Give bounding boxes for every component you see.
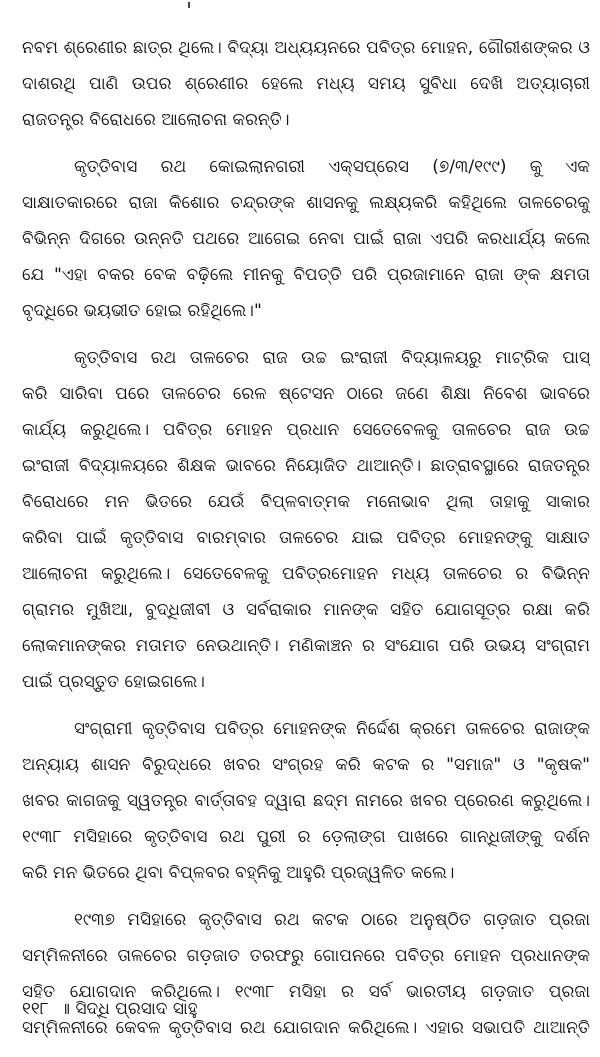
text-line: ସମ୍ମିଳନୀରେ ତାଳଚେର ଗଡ଼ଜାତ ତରଫରୁ ଗୋପନରେ ପବିତ୍ର ମୋହନ ପ୍ରଧାନଙ୍କ bbox=[22, 946, 590, 966]
text-line: କରିବା ପାଇଁ କୃତ୍ତିବାସ ବାରମ୍ବାର ତାଳଚେର ଯାଇ ପବିତ୍ର ମୋହନଙ୍କୁ ସାକ୍ଷାତ bbox=[22, 528, 590, 548]
text-line: ସହିତ ଯୋଗଦାନ କରିଥିଲେ। ୧୯୩୮ ମସିହା ର ସର୍ବ ଭାରତୀୟ ଗଡ଼ଜାତ ପ୍ରଜା bbox=[22, 982, 590, 1002]
text-line: ୧୯୩୮ ମସିହାରେ କୃତ୍ତିବାସ ରଥ ପୁରୀ ର ଡ଼େଲାଙ୍ଗ ପାଖରେ ଗାନ୍ଧିଜୀଙ୍କୁ ଦର୍ଶନ bbox=[22, 827, 590, 847]
text-line: କାର୍ଯ୍ୟ କରୁଥିଲେ। ପବିତ୍ର ମୋହନ ପ୍ରଧାନ ସେତେବେଳକୁ ତାଳଚେର ରାଜ ଉଚ୍ଚ bbox=[22, 420, 590, 440]
text-line: ସାକ୍ଷାତକାରରେ ରାଜା କିଶୋର ଚନ୍ଦ୍ରଙ୍କ ଶାସନକୁ ଲକ୍ଷ୍ୟକରି କହିଥିଲେ ତାଳଚେରକୁ bbox=[22, 193, 590, 213]
text-line: କରି ସାରିବା ପରେ ତାଳଚେର ରେଳ ଷ୍ଟେସନ ଠାରେ ଜଣେ ଶିକ୍ଷା ନିବେଶ ଭାବରେ bbox=[22, 384, 590, 404]
text-line: କୃତ୍ତିବାସ ରଥ କୋଇଲାନଗରୀ ଏକ୍ସପ୍ରେସ (୭/୩/୧୯୯) କୁ ଏକ bbox=[74, 157, 590, 177]
text-line: ସଂଗ୍ରାମୀ କୃତ୍ତିବାସ ପବିତ୍ର ମୋହନଙ୍କ ନିର୍ଦ୍ଦେଶ କ୍ରମେ ତାଳଚେର ରାଜାଙ୍କ bbox=[74, 719, 590, 739]
text-line: କୃତ୍ତିବାସ ରଥ ତାଳଚେର ରାଜ ଉଚ୍ଚ ଇଂରାଜୀ ବିଦ୍ୟାଳୟରୁ ମାଟ୍ରିକ ପାସ୍ bbox=[74, 348, 590, 368]
text-line: ଗ୍ରାମର ମୁଖିଆ, ବୁଦ୍ଧିଜୀବୀ ଓ ସର୍ବରାକାର ମାନଙ୍କ ସହିତ ଯୋଗସୂତ୍ର ରକ୍ଷା କରି bbox=[22, 600, 590, 620]
text-line: ବିରୋଧରେ ମନ ଭିତରେ ଯେଉଁ ବିପ୍ଳବାତ୍ମକ ମନୋଭାବ ଥିଲା ତାହାକୁ ସାକାର bbox=[22, 492, 590, 512]
page-footer bbox=[22, 994, 198, 1024]
text-line: କରି ମନ ଭିତରେ ଥିବା ବିପ୍ଳବର ବହ୍ନିକୁ ଆହୁରି ପ୍ରଜ୍ୱଳିତ କଲେ। bbox=[22, 863, 455, 883]
scan-mark bbox=[188, 2, 190, 8]
text-line: ବୃଦ୍ଧିରେ ଭୟଭୀତ ହୋଇ ରହିଥିଲେ।" bbox=[22, 301, 262, 321]
document-page bbox=[22, 30, 590, 1057]
text-line: ଯେ "ଏହା ବକର ବେକ ବଢ଼ିଲେ ମୀନକୁ ବିପତ୍ତି ପରି ପ୍ରଜାମାନେ ରାଜା ଙ୍କ କ୍ଷମତା bbox=[22, 265, 590, 285]
paragraph-3 bbox=[22, 340, 590, 700]
paragraph-5 bbox=[22, 902, 590, 1046]
text-line: ଦାଶରଥି ପାଣି ଉପର ଶ୍ରେଣୀର ହେଲେ ମଧ୍ୟ ସମୟ ସୁବିଧା ଦେଖି ଅତ୍ୟାଚାରୀ bbox=[22, 74, 590, 94]
text-line: ପାଇଁ ପ୍ରସ୍ତୁତ ହୋଇଗଲେ। bbox=[22, 672, 205, 692]
author-name: ସିଦ୍ଧି ପ୍ରସାଦ ସାହୁ bbox=[75, 999, 198, 1019]
paragraph-2 bbox=[22, 149, 590, 329]
text-line: ଅନ୍ୟାୟ ଶାସନ ବିରୁଦ୍ଧରେ ଖବର ସଂଗ୍ରହ କରି କଟକ ର "ସମାଜ" ଓ "କୃଷକ" bbox=[22, 755, 590, 775]
text-line: ୧୯୩୭ ମସିହାରେ କୃତ୍ତିବାସ ରଥ କଟକ ଠାରେ ଅନୁଷ୍ଠିତ ଗଡ଼ଜାତ ପ୍ରଜା bbox=[74, 910, 590, 930]
paragraph-1 bbox=[22, 30, 590, 138]
paragraph-4 bbox=[22, 711, 590, 891]
text-line: ବିଭିନ୍ନ ଦିଗରେ ଉନ୍ନତି ପଥରେ ଆଗେଇ ନେବା ପାଇଁ ରାଜା ଏପରି କରଧାର୍ଯ୍ୟ କଲେ bbox=[22, 229, 590, 249]
text-line: ସମ୍ମିଳନୀରେ କେବଳ କୃତ୍ତିବାସ ରଥ ଯୋଗଦାନ କରିଥିଲେ। ଏହାର ସଭାପତି ଥାଆନ୍ତି bbox=[22, 1018, 590, 1038]
text-line: ନବମ ଶ୍ରେଣୀର ଛାତ୍ର ଥିଲେ। ବିଦ୍ୟା ଅଧ୍ୟୟନରେ ପବିତ୍ର ମୋହନ, ଗୌରୀଶଙ୍କର ଓ bbox=[22, 38, 590, 58]
text-line: ଆଲୋଚନା କରୁଥିଲେ। ସେତେବେଳକୁ ପବିତ୍ରମୋହନ ମଧ୍ୟ ତାଳଚେର ର ବିଭିନ୍ନ bbox=[22, 564, 590, 584]
text-line: ଇଂରାଜୀ ବିଦ୍ୟାଳୟରେ ଶିକ୍ଷକ ଭାବରେ ନିୟୋଜିତ ଥାଆନ୍ତି। ଛାତ୍ରାବସ୍ଥାରେ ରାଜତନ୍ତ୍ର bbox=[22, 456, 590, 476]
footer-separator: ॥ bbox=[60, 999, 71, 1019]
text-line: ଖବର କାଗଜକୁ ସ୍ୱତନ୍ତ୍ର ବାର୍ତ୍ତାବହ ଦ୍ୱାରା ଛଦ୍ମ ନାମରେ ଖବର ପ୍ରେରଣ କରୁଥିଲେ। bbox=[22, 791, 590, 811]
page-number: ୧୧୮ bbox=[22, 999, 49, 1019]
text-line: ରାଜତନ୍ତ୍ର ବିରୋଧରେ ଆଲୋଚନା କରନ୍ତି। bbox=[22, 110, 290, 130]
text-line: ଲୋକମାନଙ୍କର ମତାମତ ନେଉଥାନ୍ତି। ମଣିକାଞ୍ଚନ ର ସଂଯୋଗ ପରି ଉଭୟ ସଂଗ୍ରାମ bbox=[22, 636, 590, 656]
